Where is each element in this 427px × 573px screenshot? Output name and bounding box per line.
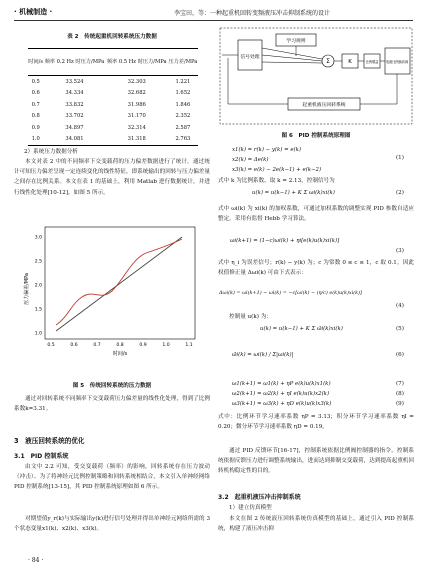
table-cell: 34.897 bbox=[65, 124, 84, 131]
paragraph: 由文中 2.2 可知，受交变载荷（频率）的影响，回转系统存在压力波动（冲击）。为了将神经元比例控制策略和回转系统相结合，本文引入单神经网络 PID 控制系统[13-15]，其 PID 控制系统原理如图 6 所示。 bbox=[14, 464, 210, 491]
table-row bbox=[28, 76, 198, 88]
table-cell: 32.682 bbox=[127, 90, 146, 97]
table2-header: 频率 0.2 Hz 时压力/MPa bbox=[43, 49, 105, 76]
equation: ω1(k+1) = ω1(k) + ηP e(k)u(k)x1(k) bbox=[232, 381, 331, 387]
equation: ω̄i(k) = ωi(k) / Σ|ωi(k)| bbox=[232, 352, 294, 358]
fitted-line bbox=[56, 237, 182, 331]
sum-symbol: Σ bbox=[326, 58, 330, 65]
y-tick-label: 2.0 bbox=[34, 283, 42, 289]
table-row bbox=[28, 99, 198, 111]
paragraph: 式中 k 为比例系数，取 k = 2.13，控制信号为 bbox=[218, 178, 335, 184]
x-tick-label: 1.1 bbox=[185, 343, 193, 348]
x-tick-label: 0.9 bbox=[139, 343, 147, 348]
equation-number: (4) bbox=[396, 303, 404, 309]
table-cell: 34.081 bbox=[43, 134, 105, 146]
ratio-label: 比例增益 bbox=[365, 60, 379, 64]
equation-number: (8) bbox=[396, 391, 404, 397]
fig5-xlabel: 时间/s bbox=[112, 351, 128, 357]
x-tick-label: 0.8 bbox=[116, 343, 124, 348]
equation-number: (3) bbox=[396, 248, 404, 254]
running-header bbox=[14, 6, 413, 21]
paragraph: 式中：比例环节学习速率系数 ηP = 3.13；积分环节学习速率系数 ηI = 0.20；微分环节学习速率系数 ηD = 0.19。 bbox=[218, 414, 414, 431]
x-tick-label: 0.7 bbox=[93, 343, 101, 348]
header-title: 李宝田，等：一种起重机回转变频液压冲击抑制系统的设计 bbox=[174, 10, 331, 17]
equation: x1(k) = r(k) − y(k) = e(k) x2(k) = Δe(k) x3(k) = e(k) − 2e(k−1) + e(k−2) bbox=[232, 147, 322, 173]
y-tick-label: 1.0 bbox=[34, 331, 42, 337]
fig6-diagram bbox=[218, 26, 414, 126]
fig5-chart bbox=[20, 219, 205, 357]
subsection-title: 1）建立仿真模型 bbox=[229, 505, 272, 511]
y-tick-label: 3.0 bbox=[34, 235, 42, 241]
table2 bbox=[28, 48, 198, 146]
subsection-title: 3.1 PID 控制系统 bbox=[14, 453, 69, 460]
paragraph: 本文在图 2 传统液压回转系统仿真模型的基础上，通过引入 PID 控制系统，构建了液压冲击抑 bbox=[218, 516, 414, 533]
equation: u(k) = u(k−1) + K Σ ω̄i(k)xi(k) bbox=[260, 326, 343, 332]
table-cell: 31.318 bbox=[106, 134, 168, 146]
table-cell: 33.832 bbox=[65, 101, 84, 108]
fig5-ylabel: 压力偏差/MPa bbox=[24, 273, 30, 305]
paragraph: 式中 ωi(k) 为 xi(k) 的加权系数，可通过加权系数的调整实现 PID 参数自适应整定。采用有监督 Hebb 学习算法。 bbox=[218, 206, 414, 223]
table-cell: 33.702 bbox=[65, 113, 84, 120]
table2-header: 频率 0.5 Hz 时压力/MPa bbox=[106, 49, 168, 76]
equation-number: (9) bbox=[396, 401, 404, 407]
table-cell: 33.524 bbox=[65, 78, 84, 85]
equation: Δωi(k) = ωi(k+1) − ωi(k) = −c[ωi(k) − (η/c) e(k)u(k)xi(k)] bbox=[219, 290, 362, 296]
table2-body bbox=[28, 76, 198, 146]
paragraph: 式中 η_i 为误差信号；r(k) − y(k) 为；c 为常数 0 ≤ c ≤ 1，c 取 0.1。因此权值修正量 Δωi(k) 可由下式表示： bbox=[218, 260, 414, 277]
table-row bbox=[28, 88, 198, 100]
paragraph: 对期望值y_r(k)与实际输出y(k)进行信号处理并得出单神经元网络所需的 3 个状态变量x1(k)、x2(k)、x3(k)。 bbox=[14, 516, 210, 533]
table-cell: 2.763 bbox=[168, 134, 198, 146]
table-row bbox=[28, 111, 198, 123]
equation: ωi(k+1) = (1−c)ωi(k) + ηi[e(k)u(k)xi(k)] bbox=[230, 238, 340, 244]
table-cell: 2.587 bbox=[175, 124, 191, 131]
table-cell: 0.5 bbox=[31, 78, 40, 85]
x-tick-label: 0.6 bbox=[70, 343, 78, 348]
table-cell: 0.9 bbox=[31, 124, 40, 131]
table2-header: 压力差/MPa bbox=[168, 49, 198, 76]
journal-name: · 机械制造 · bbox=[14, 8, 53, 16]
table2-header: 时间/s bbox=[28, 49, 43, 76]
table-cell: 1.0 bbox=[28, 134, 43, 146]
section-title: 3 液压回转系统的优化 bbox=[14, 437, 85, 445]
x-tick-label: 0.5 bbox=[47, 343, 55, 348]
table-cell: 32.303 bbox=[127, 78, 146, 85]
paragraph: 通过对回转系统不同频率下交变载荷压力偏差量的线性化处理，得到了比例系数k=3.31。 bbox=[14, 396, 210, 413]
gain-symbol: K bbox=[348, 59, 352, 65]
rule-label: 学习规则 bbox=[286, 39, 306, 44]
equation-number: (2) bbox=[396, 190, 404, 196]
table-cell: 1.846 bbox=[175, 101, 191, 108]
y-tick-label: 2.5 bbox=[34, 259, 42, 265]
equation: ω3(k+1) = ω3(k) + ηD e(k)u(k)x3(k) bbox=[232, 401, 332, 407]
table-cell: 1.652 bbox=[175, 90, 191, 97]
paragraph: 本文对表 2 中的不同频率下交变载荷的压力偏差数据进行了统计。通过统计可知压力偏差呈现一定连续变化的线性特征，即系统输出的回转与压力偏差量之间存在比例关系。本文在表 1 的基础上，利用 Matlab 进行数据统计，并进行线性化处理[10-12]，如图 5 所示。 bbox=[14, 159, 210, 196]
table-cell: 32.314 bbox=[127, 124, 146, 131]
fig5-caption: 图 5 传统回转系统的压力数据 bbox=[72, 383, 152, 389]
table-cell: 0.8 bbox=[31, 113, 40, 120]
equation-number: (6) bbox=[396, 352, 404, 358]
table-row bbox=[28, 134, 198, 146]
table-row bbox=[28, 122, 198, 134]
table-cell: 31.170 bbox=[127, 113, 146, 120]
table-cell: 0.7 bbox=[31, 101, 40, 108]
equation: ω2(k+1) = ω2(k) + ηI e(k)u(k)x2(k) bbox=[232, 391, 330, 397]
y-tick-label: 1.5 bbox=[34, 307, 42, 313]
subsection-title: 2）系统压力数据分析 bbox=[24, 149, 78, 155]
table-cell: 31.986 bbox=[127, 101, 146, 108]
table-cell: 2.352 bbox=[175, 113, 191, 120]
fig6-caption: 图 6 PID 控制系统原理图 bbox=[281, 133, 351, 139]
signal-label: 信号处理 bbox=[240, 55, 260, 60]
equation: u(k) = u(k−1) + K Σ ωi(k)xi(k) bbox=[252, 190, 335, 196]
data-curve bbox=[56, 239, 182, 325]
paragraph: 通过 PID 反馈环节[16-17]，控制系统依据比例阀控制器的指令，控制系统依据反馈压力进行调整系统输出，进而达到抑制交变载荷，达到提高起重机回转机构稳定性的目的。 bbox=[218, 448, 414, 475]
paragraph: 控制量 u(k) 为： bbox=[229, 314, 272, 320]
page-number: · 84 · bbox=[28, 557, 44, 564]
equation-number: (5) bbox=[396, 326, 404, 332]
table-cell: 1.221 bbox=[175, 78, 191, 85]
plant-label: 起重机液压回转系统 bbox=[302, 103, 346, 108]
table-cell: 34.334 bbox=[65, 90, 84, 97]
subsection-title: 3.2 起重机液压冲击抑制系统 bbox=[218, 494, 301, 501]
table2-caption: 表 2 传统起重机回转系统压力数据 bbox=[67, 34, 157, 40]
valve-label: 电液比例换向阀 bbox=[385, 60, 409, 64]
equation-number: (7) bbox=[396, 381, 404, 387]
equation-number: (1) bbox=[396, 155, 404, 161]
x-tick-label: 1.0 bbox=[162, 343, 170, 348]
table-cell: 0.6 bbox=[31, 90, 40, 97]
